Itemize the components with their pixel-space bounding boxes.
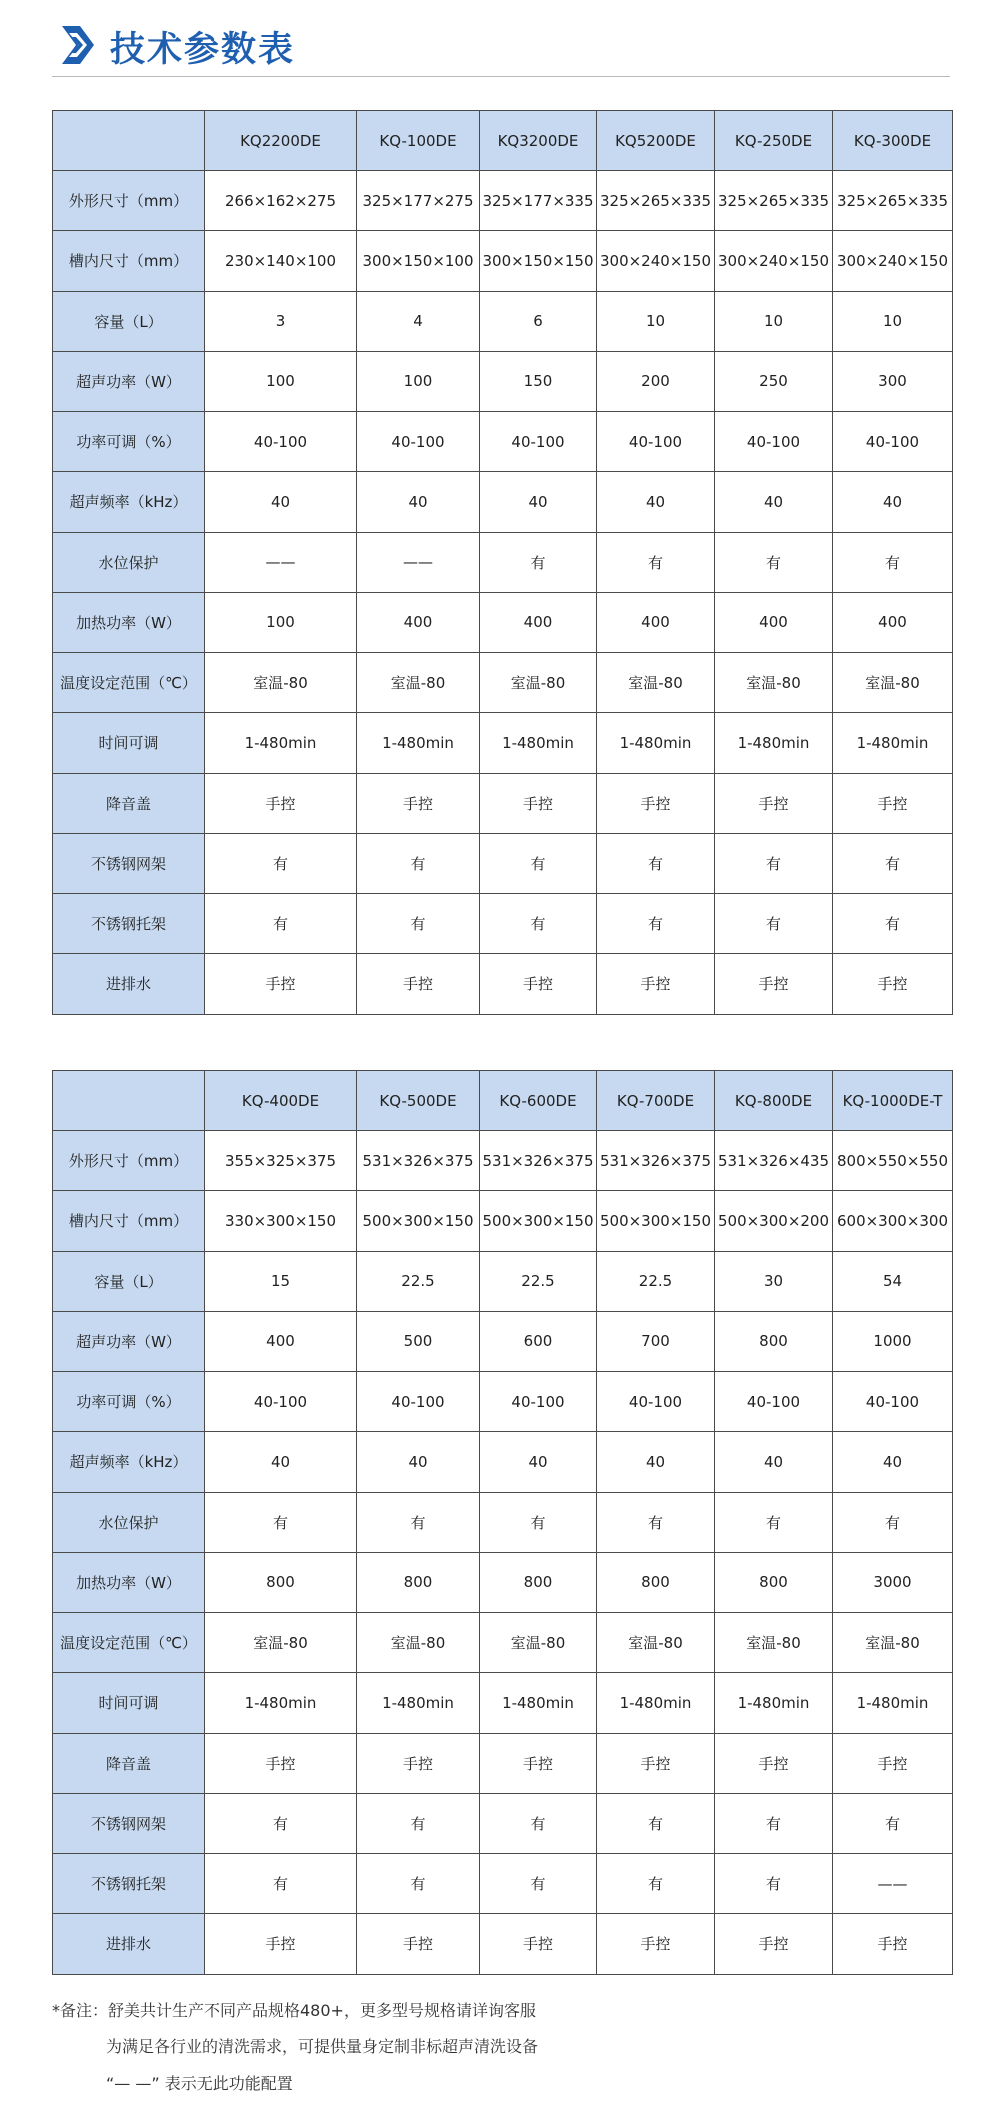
spec-cell: 800 — [205, 1552, 357, 1612]
spec-cell: 40-100 — [833, 1372, 953, 1432]
spec-cell: 40-100 — [357, 412, 480, 472]
spec-cell: 室温-80 — [480, 1613, 597, 1673]
spec-cell: 室温-80 — [357, 653, 480, 713]
spec-cell: —— — [205, 532, 357, 592]
spec-cell: 有 — [715, 894, 833, 954]
spec-table-1 — [52, 110, 953, 1015]
spec-cell: 54 — [833, 1251, 953, 1311]
spec-cell: 400 — [480, 592, 597, 652]
spec-cell: 1-480min — [205, 1673, 357, 1733]
spec-cell: 40 — [480, 472, 597, 532]
spec-cell: 室温-80 — [597, 653, 715, 713]
spec-cell: 40-100 — [597, 412, 715, 472]
model-header: KQ2200DE — [205, 111, 357, 171]
table-row — [53, 231, 953, 291]
spec-cell: 3000 — [833, 1552, 953, 1612]
spec-cell: 40-100 — [480, 412, 597, 472]
spec-cell: 40 — [480, 1432, 597, 1492]
page-title: 技术参数表 — [110, 30, 296, 70]
table-row — [53, 592, 953, 652]
row-label: 超声功率（W） — [53, 351, 205, 411]
row-label: 功率可调（%） — [53, 1372, 205, 1432]
table-row — [53, 1432, 953, 1492]
table-row — [53, 412, 953, 472]
spec-cell: —— — [357, 532, 480, 592]
spec-cell: 800 — [715, 1311, 833, 1371]
spec-cell: 手控 — [357, 954, 480, 1014]
spec-cell: 有 — [597, 1793, 715, 1853]
spec-cell: 250 — [715, 351, 833, 411]
table-row — [53, 833, 953, 893]
spec-cell: 10 — [597, 291, 715, 351]
spec-cell: 200 — [597, 351, 715, 411]
model-header: KQ-1000DE-T — [833, 1071, 953, 1131]
spec-cell: 手控 — [715, 1733, 833, 1793]
spec-cell: 手控 — [480, 773, 597, 833]
spec-cell: 有 — [715, 1793, 833, 1853]
spec-cell: 600×300×300 — [833, 1191, 953, 1251]
spec-cell: 1-480min — [715, 713, 833, 773]
spec-cell: 800 — [357, 1552, 480, 1612]
spec-cell: 1000 — [833, 1311, 953, 1371]
spec-cell: 4 — [357, 291, 480, 351]
spec-cell: 500×300×150 — [597, 1191, 715, 1251]
spec-table-1-body — [53, 171, 953, 1015]
table-row — [53, 954, 953, 1014]
spec-cell: 手控 — [205, 954, 357, 1014]
spec-cell: 室温-80 — [205, 653, 357, 713]
spec-cell: 300×150×100 — [357, 231, 480, 291]
spec-cell: 有 — [480, 1492, 597, 1552]
spec-cell: 手控 — [715, 773, 833, 833]
spec-cell: 500×300×200 — [715, 1191, 833, 1251]
row-label: 功率可调（%） — [53, 412, 205, 472]
spec-cell: 1-480min — [357, 713, 480, 773]
spec-cell: 40 — [715, 1432, 833, 1492]
model-header: KQ-800DE — [715, 1071, 833, 1131]
spec-cell: 150 — [480, 351, 597, 411]
spec-cell: 1-480min — [205, 713, 357, 773]
spec-cell: 400 — [357, 592, 480, 652]
spec-cell: 手控 — [357, 1914, 480, 1974]
spec-cell: 手控 — [715, 1914, 833, 1974]
row-label: 加热功率（W） — [53, 592, 205, 652]
spec-table-2-body — [53, 1131, 953, 1975]
spec-cell: 40 — [357, 472, 480, 532]
row-label: 不锈钢托架 — [53, 1854, 205, 1914]
table-row — [53, 171, 953, 231]
spec-cell: 有 — [480, 1793, 597, 1853]
spec-cell: 有 — [833, 1492, 953, 1552]
row-label: 槽内尺寸（mm） — [53, 1191, 205, 1251]
spec-cell: 40 — [357, 1432, 480, 1492]
spec-cell: 330×300×150 — [205, 1191, 357, 1251]
spec-cell: 3 — [205, 291, 357, 351]
row-label: 水位保护 — [53, 532, 205, 592]
model-header: KQ-250DE — [715, 111, 833, 171]
spec-cell: 500×300×150 — [357, 1191, 480, 1251]
spec-cell: 531×326×375 — [357, 1131, 480, 1191]
spec-cell: 400 — [597, 592, 715, 652]
spec-cell: 15 — [205, 1251, 357, 1311]
model-header: KQ5200DE — [597, 111, 715, 171]
spec-cell: 有 — [480, 1854, 597, 1914]
row-label: 进排水 — [53, 954, 205, 1014]
spec-cell: 1-480min — [833, 1673, 953, 1733]
spec-cell: 有 — [833, 894, 953, 954]
table-row — [53, 1733, 953, 1793]
spec-cell: 室温-80 — [357, 1613, 480, 1673]
spec-cell: 40 — [597, 1432, 715, 1492]
spec-cell: 有 — [597, 1854, 715, 1914]
table-header-row — [53, 111, 953, 171]
spec-cell: 室温-80 — [833, 1613, 953, 1673]
spec-cell: 有 — [833, 532, 953, 592]
spec-cell: 手控 — [833, 1733, 953, 1793]
spec-cell: 1-480min — [833, 713, 953, 773]
spec-cell: 40-100 — [205, 1372, 357, 1432]
header-corner-cell — [53, 111, 205, 171]
header-corner-cell — [53, 1071, 205, 1131]
spec-cell: 40-100 — [480, 1372, 597, 1432]
table-row — [53, 1793, 953, 1853]
spec-cell: 1-480min — [480, 713, 597, 773]
row-label: 时间可调 — [53, 1673, 205, 1733]
table-row — [53, 1191, 953, 1251]
spec-cell: 有 — [357, 894, 480, 954]
spec-cell: 300×240×150 — [833, 231, 953, 291]
note-line: 为满足各行业的清洗需求，可提供量身定制非标超声清洗设备 — [106, 2037, 539, 2056]
spec-cell: 325×265×335 — [597, 171, 715, 231]
spec-cell: 400 — [205, 1311, 357, 1371]
spec-cell: 40-100 — [357, 1372, 480, 1432]
spec-cell: 有 — [597, 532, 715, 592]
spec-cell: 手控 — [357, 773, 480, 833]
spec-cell: 531×326×375 — [480, 1131, 597, 1191]
spec-cell: 500 — [357, 1311, 480, 1371]
spec-cell: 325×265×335 — [715, 171, 833, 231]
spec-cell: 400 — [833, 592, 953, 652]
spec-cell: 100 — [357, 351, 480, 411]
table-row — [53, 653, 953, 713]
spec-cell: 100 — [205, 592, 357, 652]
spec-cell: 室温-80 — [715, 1613, 833, 1673]
table-row — [53, 773, 953, 833]
row-label: 降音盖 — [53, 773, 205, 833]
spec-cell: 手控 — [597, 773, 715, 833]
spec-cell: 手控 — [597, 954, 715, 1014]
spec-cell: 有 — [357, 1793, 480, 1853]
table-row — [53, 291, 953, 351]
spec-cell: 266×162×275 — [205, 171, 357, 231]
row-label: 降音盖 — [53, 1733, 205, 1793]
row-label: 外形尺寸（mm） — [53, 1131, 205, 1191]
spec-cell: 有 — [715, 833, 833, 893]
row-label: 超声频率（kHz） — [53, 472, 205, 532]
spec-cell: 30 — [715, 1251, 833, 1311]
spec-cell: 手控 — [597, 1733, 715, 1793]
row-label: 容量（L） — [53, 1251, 205, 1311]
spec-cell: 有 — [357, 1854, 480, 1914]
row-label: 进排水 — [53, 1914, 205, 1974]
model-header: KQ-300DE — [833, 111, 953, 171]
spec-cell: 700 — [597, 1311, 715, 1371]
spec-cell: 手控 — [205, 773, 357, 833]
spec-cell: 100 — [205, 351, 357, 411]
row-label: 槽内尺寸（mm） — [53, 231, 205, 291]
title-divider — [52, 76, 950, 77]
spec-cell: 有 — [357, 833, 480, 893]
spec-cell: 10 — [715, 291, 833, 351]
spec-cell: 有 — [597, 1492, 715, 1552]
spec-cell: 有 — [480, 894, 597, 954]
spec-cell: 有 — [205, 1492, 357, 1552]
spec-cell: 有 — [715, 1854, 833, 1914]
table-row — [53, 351, 953, 411]
table-row — [53, 472, 953, 532]
spec-cell: 800 — [715, 1552, 833, 1612]
note-line: *备注：舒美共计生产不同产品规格480+，更多型号规格请详询客服 — [52, 2001, 536, 2020]
spec-cell: 300 — [833, 351, 953, 411]
spec-cell: 325×177×275 — [357, 171, 480, 231]
spec-cell: 手控 — [357, 1733, 480, 1793]
spec-cell: 800 — [480, 1552, 597, 1612]
spec-cell: 40-100 — [597, 1372, 715, 1432]
spec-cell: 300×150×150 — [480, 231, 597, 291]
model-header: KQ-400DE — [205, 1071, 357, 1131]
spec-cell: 300×240×150 — [715, 231, 833, 291]
spec-cell: 有 — [480, 833, 597, 893]
spec-cell: 手控 — [480, 954, 597, 1014]
table-row — [53, 1613, 953, 1673]
row-label: 加热功率（W） — [53, 1552, 205, 1612]
spec-cell: 355×325×375 — [205, 1131, 357, 1191]
spec-cell: 40 — [205, 1432, 357, 1492]
table-row — [53, 894, 953, 954]
row-label: 水位保护 — [53, 1492, 205, 1552]
row-label: 温度设定范围（℃） — [53, 653, 205, 713]
spec-cell: 500×300×150 — [480, 1191, 597, 1251]
spec-cell: 40 — [597, 472, 715, 532]
chevron-right-hexagon-icon — [58, 24, 96, 66]
spec-cell: 22.5 — [597, 1251, 715, 1311]
spec-cell: 有 — [480, 532, 597, 592]
spec-cell: 40-100 — [715, 412, 833, 472]
table-row — [53, 532, 953, 592]
spec-cell: 手控 — [480, 1733, 597, 1793]
spec-cell: 1-480min — [480, 1673, 597, 1733]
row-label: 超声功率（W） — [53, 1311, 205, 1371]
spec-cell: 室温-80 — [480, 653, 597, 713]
spec-cell: 有 — [205, 1854, 357, 1914]
table-row — [53, 1372, 953, 1432]
table-row — [53, 1914, 953, 1974]
page-header — [52, 14, 950, 78]
spec-cell: 室温-80 — [597, 1613, 715, 1673]
table-row — [53, 1311, 953, 1371]
spec-cell: 800 — [597, 1552, 715, 1612]
spec-table-2 — [52, 1070, 953, 1975]
spec-cell: 40 — [205, 472, 357, 532]
spec-cell: 有 — [833, 1793, 953, 1853]
spec-cell: 10 — [833, 291, 953, 351]
spec-cell: 325×265×335 — [833, 171, 953, 231]
spec-cell: 有 — [205, 1793, 357, 1853]
row-label: 不锈钢网架 — [53, 833, 205, 893]
spec-cell: 325×177×335 — [480, 171, 597, 231]
table-row — [53, 1854, 953, 1914]
row-label: 外形尺寸（mm） — [53, 171, 205, 231]
row-label: 温度设定范围（℃） — [53, 1613, 205, 1673]
row-label: 时间可调 — [53, 713, 205, 773]
model-header: KQ-600DE — [480, 1071, 597, 1131]
spec-cell: 400 — [715, 592, 833, 652]
spec-cell: 1-480min — [597, 1673, 715, 1733]
spec-cell: 手控 — [597, 1914, 715, 1974]
spec-cell: 有 — [205, 894, 357, 954]
spec-cell: 40-100 — [715, 1372, 833, 1432]
spec-cell: 800×550×550 — [833, 1131, 953, 1191]
table-row — [53, 1251, 953, 1311]
spec-cell: 手控 — [833, 1914, 953, 1974]
spec-cell: 手控 — [205, 1733, 357, 1793]
spec-cell: 有 — [205, 833, 357, 893]
model-header: KQ-700DE — [597, 1071, 715, 1131]
spec-cell: 有 — [715, 1492, 833, 1552]
spec-cell: 有 — [597, 894, 715, 954]
spec-cell: 有 — [715, 532, 833, 592]
spec-cell: 40 — [715, 472, 833, 532]
spec-cell: 室温-80 — [205, 1613, 357, 1673]
spec-cell: 40 — [833, 1432, 953, 1492]
spec-cell: 手控 — [715, 954, 833, 1014]
row-label: 容量（L） — [53, 291, 205, 351]
spec-cell: 手控 — [833, 954, 953, 1014]
spec-cell: 22.5 — [480, 1251, 597, 1311]
table-row — [53, 1492, 953, 1552]
table-row — [53, 1131, 953, 1191]
row-label: 不锈钢网架 — [53, 1793, 205, 1853]
row-label: 不锈钢托架 — [53, 894, 205, 954]
spec-cell: 1-480min — [357, 1673, 480, 1733]
table-row — [53, 1552, 953, 1612]
table-row — [53, 1673, 953, 1733]
spec-cell: 手控 — [480, 1914, 597, 1974]
spec-cell: 手控 — [205, 1914, 357, 1974]
spec-cell: 40-100 — [205, 412, 357, 472]
spec-cell: 300×240×150 — [597, 231, 715, 291]
spec-cell: —— — [833, 1854, 953, 1914]
spec-cell: 手控 — [833, 773, 953, 833]
model-header: KQ-100DE — [357, 111, 480, 171]
spec-cell: 室温-80 — [715, 653, 833, 713]
row-label: 超声频率（kHz） — [53, 1432, 205, 1492]
spec-cell: 531×326×375 — [597, 1131, 715, 1191]
model-header: KQ3200DE — [480, 111, 597, 171]
spec-cell: 22.5 — [357, 1251, 480, 1311]
spec-cell: 600 — [480, 1311, 597, 1371]
spec-cell: 40 — [833, 472, 953, 532]
spec-cell: 有 — [357, 1492, 480, 1552]
spec-cell: 6 — [480, 291, 597, 351]
model-header: KQ-500DE — [357, 1071, 480, 1131]
spec-cell: 230×140×100 — [205, 231, 357, 291]
table-header-row — [53, 1071, 953, 1131]
spec-cell: 1-480min — [715, 1673, 833, 1733]
table-row — [53, 713, 953, 773]
spec-cell: 531×326×435 — [715, 1131, 833, 1191]
note-line: “— —” 表示无此功能配置 — [106, 2074, 293, 2093]
spec-cell: 40-100 — [833, 412, 953, 472]
spec-cell: 室温-80 — [833, 653, 953, 713]
spec-cell: 1-480min — [597, 713, 715, 773]
spec-cell: 有 — [833, 833, 953, 893]
spec-cell: 有 — [597, 833, 715, 893]
